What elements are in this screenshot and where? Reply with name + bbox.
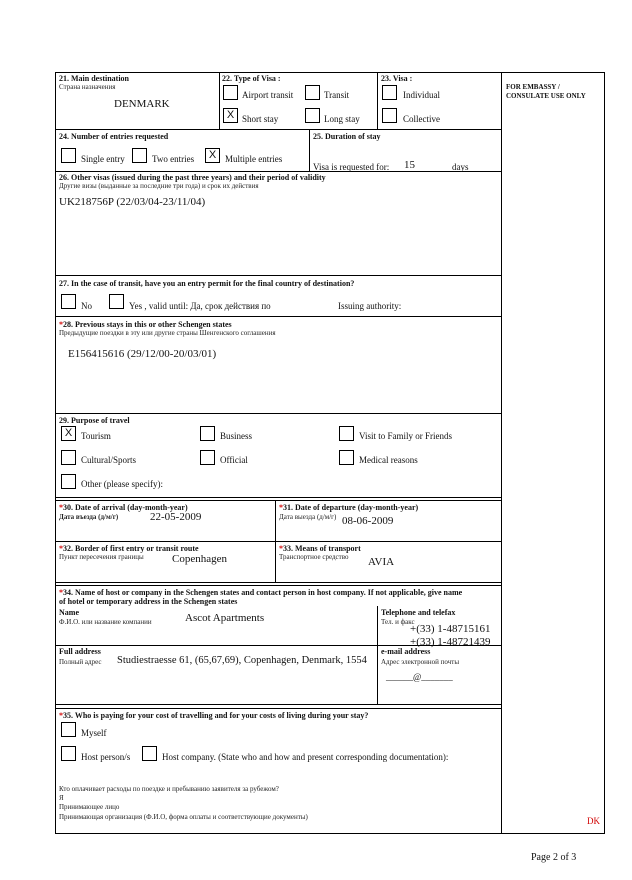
individual-checkbox[interactable] — [382, 85, 397, 100]
main-destination-value[interactable]: DENMARK — [114, 98, 170, 110]
duration-suffix: days — [452, 162, 469, 172]
main-destination-ru: Страна назначения — [59, 83, 116, 91]
other-visas-value[interactable]: UK218756P (22/03/04-23/11/04) — [59, 196, 206, 208]
permit-no-checkbox[interactable] — [61, 294, 76, 309]
embassy-note-line2: CONSULATE USE ONLY — [506, 92, 586, 100]
myself-checkbox[interactable] — [61, 722, 76, 737]
business-label: Business — [220, 431, 253, 441]
page-number: Page 2 of 3 — [531, 852, 577, 863]
required-marker: * — [59, 544, 63, 553]
divider — [55, 171, 501, 172]
duration-label: 25. Duration of stay — [313, 132, 381, 141]
host-label-text: 34. Name of host or company in the Schengen states and contact person in host company. If not applicable, give name — [63, 588, 463, 597]
permit-no-label: No — [81, 301, 92, 311]
previous-stays-label — [59, 320, 232, 329]
visa-type-label: 22. Type of Visa : — [222, 74, 281, 83]
visa-label: 23. Visa : — [381, 74, 413, 83]
single-entry-label: Single entry — [81, 154, 125, 164]
border-ru: Пункт пересечения границы — [59, 553, 144, 561]
airport-transit-checkbox[interactable] — [223, 85, 238, 100]
divider — [377, 606, 378, 704]
embassy-note-line1: FOR EMBASSY / — [506, 83, 560, 91]
address-value[interactable]: Studiestraesse 61, (65,67,69), Copenhagen, Denmark, 1554 — [117, 655, 367, 666]
transport-label-text: 33. Means of transport — [283, 544, 361, 553]
cultural-label: Cultural/Sports — [81, 455, 137, 465]
address-label: Full address — [59, 647, 101, 656]
divider — [55, 704, 501, 705]
other-visas-ru: Другие визы (выданные за последние три года) и срок их действия — [59, 182, 259, 190]
payer-ru-2: Я — [59, 794, 64, 802]
multiple-entries-checkbox[interactable]: X — [205, 148, 220, 163]
transit-permit-label: 27. In the case of transit, have you an entry permit for the final country of destination? — [59, 279, 355, 288]
host-person-checkbox[interactable] — [61, 746, 76, 761]
required-marker: * — [279, 544, 283, 553]
payer-ru-4: Принимающая организация (Ф.И.О, форма оплаты и соответствующие документы) — [59, 813, 308, 821]
arrival-ru: Дата въезда (д/м/г) — [59, 513, 119, 521]
payer-label-text: 35. Who is paying for your cost of travelling and for your costs of living during your stay? — [63, 711, 369, 720]
telephone-label: Telephone and telefax — [381, 608, 456, 617]
border-label-text: 32. Border of first entry or transit route — [63, 544, 199, 553]
single-entry-checkbox[interactable] — [61, 148, 76, 163]
email-label: e-mail address — [381, 647, 431, 656]
telephone-ru: Тел. и факс — [381, 618, 415, 626]
short-stay-checkbox[interactable]: X — [223, 108, 238, 123]
other-purpose-label: Other (please specify): — [81, 479, 163, 489]
duration-value[interactable]: 15 — [404, 159, 415, 171]
divider — [55, 497, 501, 498]
official-label: Official — [220, 455, 248, 465]
business-checkbox[interactable] — [200, 426, 215, 441]
cultural-checkbox[interactable] — [61, 450, 76, 465]
divider — [55, 275, 501, 276]
purpose-label: 29. Purpose of travel — [59, 416, 130, 425]
two-entries-checkbox[interactable] — [132, 148, 147, 163]
divider — [309, 129, 310, 171]
divider — [55, 585, 501, 586]
host-label — [59, 588, 462, 597]
individual-label: Individual — [403, 90, 440, 100]
departure-label-text: 31. Date of departure (day-month-year) — [283, 503, 419, 512]
host-company-label: Host company. (State who and how and present corresponding documentation): — [162, 752, 449, 762]
divider — [377, 72, 378, 129]
permit-yes-checkbox[interactable] — [109, 294, 124, 309]
host-company-checkbox[interactable] — [142, 746, 157, 761]
airport-transit-label: Airport transit — [242, 90, 294, 100]
border-label — [59, 544, 199, 553]
previous-stays-label-text: 28. Previous stays in this or other Schengen states — [63, 320, 232, 329]
divider — [219, 72, 220, 129]
transit-checkbox[interactable] — [305, 85, 320, 100]
transit-label: Transit — [324, 90, 350, 100]
other-visas-label: 26. Other visas (issued during the past three years) and their period of validity — [59, 173, 326, 182]
embassy-divider — [501, 72, 502, 834]
short-stay-label: Short stay — [242, 114, 279, 124]
family-label: Visit to Family or Friends — [359, 431, 452, 441]
collective-checkbox[interactable] — [382, 108, 397, 123]
divider — [55, 316, 501, 317]
tourism-checkbox[interactable]: X — [61, 426, 76, 441]
family-checkbox[interactable] — [339, 426, 354, 441]
main-destination-label: 21. Main destination — [59, 74, 130, 83]
host-name-value[interactable]: Ascot Apartments — [185, 612, 265, 624]
duration-prefix: Visa is requested for: — [313, 162, 390, 172]
telephone-value-2[interactable]: +(33) 1-48721439 — [410, 636, 491, 648]
payer-ru-1: Кто оплачивает расходы по поездке и пребыванию заявителя за рубежом? — [59, 785, 279, 793]
departure-label — [279, 503, 418, 512]
required-marker: * — [279, 503, 283, 512]
collective-label: Collective — [403, 114, 440, 124]
medical-checkbox[interactable] — [339, 450, 354, 465]
border-value[interactable]: Copenhagen — [172, 553, 227, 565]
other-purpose-checkbox[interactable] — [61, 474, 76, 489]
divider — [55, 129, 501, 130]
payer-label — [59, 711, 368, 720]
email-ru: Адрес электронной почты — [381, 658, 460, 666]
tourism-label: Tourism — [81, 431, 111, 441]
divider — [55, 500, 501, 501]
arrival-label-text: 30. Date of arrival (day-month-year) — [63, 503, 188, 512]
previous-stays-ru: Предыдущие поездки в эту или другие страны Шенгенского соглашения — [59, 329, 276, 337]
email-value[interactable]: ______@_______ — [386, 672, 453, 682]
transport-label — [279, 544, 361, 553]
divider — [55, 582, 501, 583]
permit-yes-label: Yes , valid until: Да, срок действия по — [129, 301, 271, 311]
required-marker: * — [59, 503, 63, 512]
divider — [55, 413, 501, 414]
host-label-line2: of hotel or temporary address in the Schengen states — [59, 597, 238, 606]
payer-ru-3: Принимающее лицо — [59, 803, 120, 811]
required-marker: * — [59, 711, 63, 720]
country-code-mark: DK — [587, 816, 600, 826]
transport-ru: Транспортное средство — [279, 553, 349, 561]
two-entries-label: Two entries — [152, 154, 195, 164]
medical-label: Medical reasons — [359, 455, 418, 465]
transport-value[interactable]: AVIA — [368, 556, 395, 568]
departure-value[interactable]: 08-06-2009 — [342, 515, 394, 527]
official-checkbox[interactable] — [200, 450, 215, 465]
issuing-authority-label: Issuing authority: — [338, 301, 402, 311]
host-name-label: Name — [59, 608, 79, 617]
long-stay-label: Long stay — [324, 114, 360, 124]
host-name-ru: Ф.И.О. или название компании — [59, 618, 152, 626]
departure-ru: Дата выезда (д/м/г) — [279, 513, 337, 521]
telephone-value-1[interactable]: +(33) 1-48715161 — [410, 623, 491, 635]
previous-stays-value[interactable]: E156415616 (29/12/00-20/03/01) — [68, 348, 217, 360]
multiple-entries-label: Multiple entries — [225, 154, 283, 164]
host-person-label: Host person/s — [81, 752, 131, 762]
divider — [55, 708, 501, 709]
myself-label: Myself — [81, 728, 107, 738]
long-stay-checkbox[interactable] — [305, 108, 320, 123]
entries-label: 24. Number of entries requested — [59, 132, 169, 141]
required-marker: * — [59, 320, 63, 329]
address-ru: Полный адрес — [59, 658, 102, 666]
arrival-value[interactable]: 22-05-2009 — [150, 511, 202, 523]
divider — [55, 541, 501, 542]
required-marker: * — [59, 588, 63, 597]
